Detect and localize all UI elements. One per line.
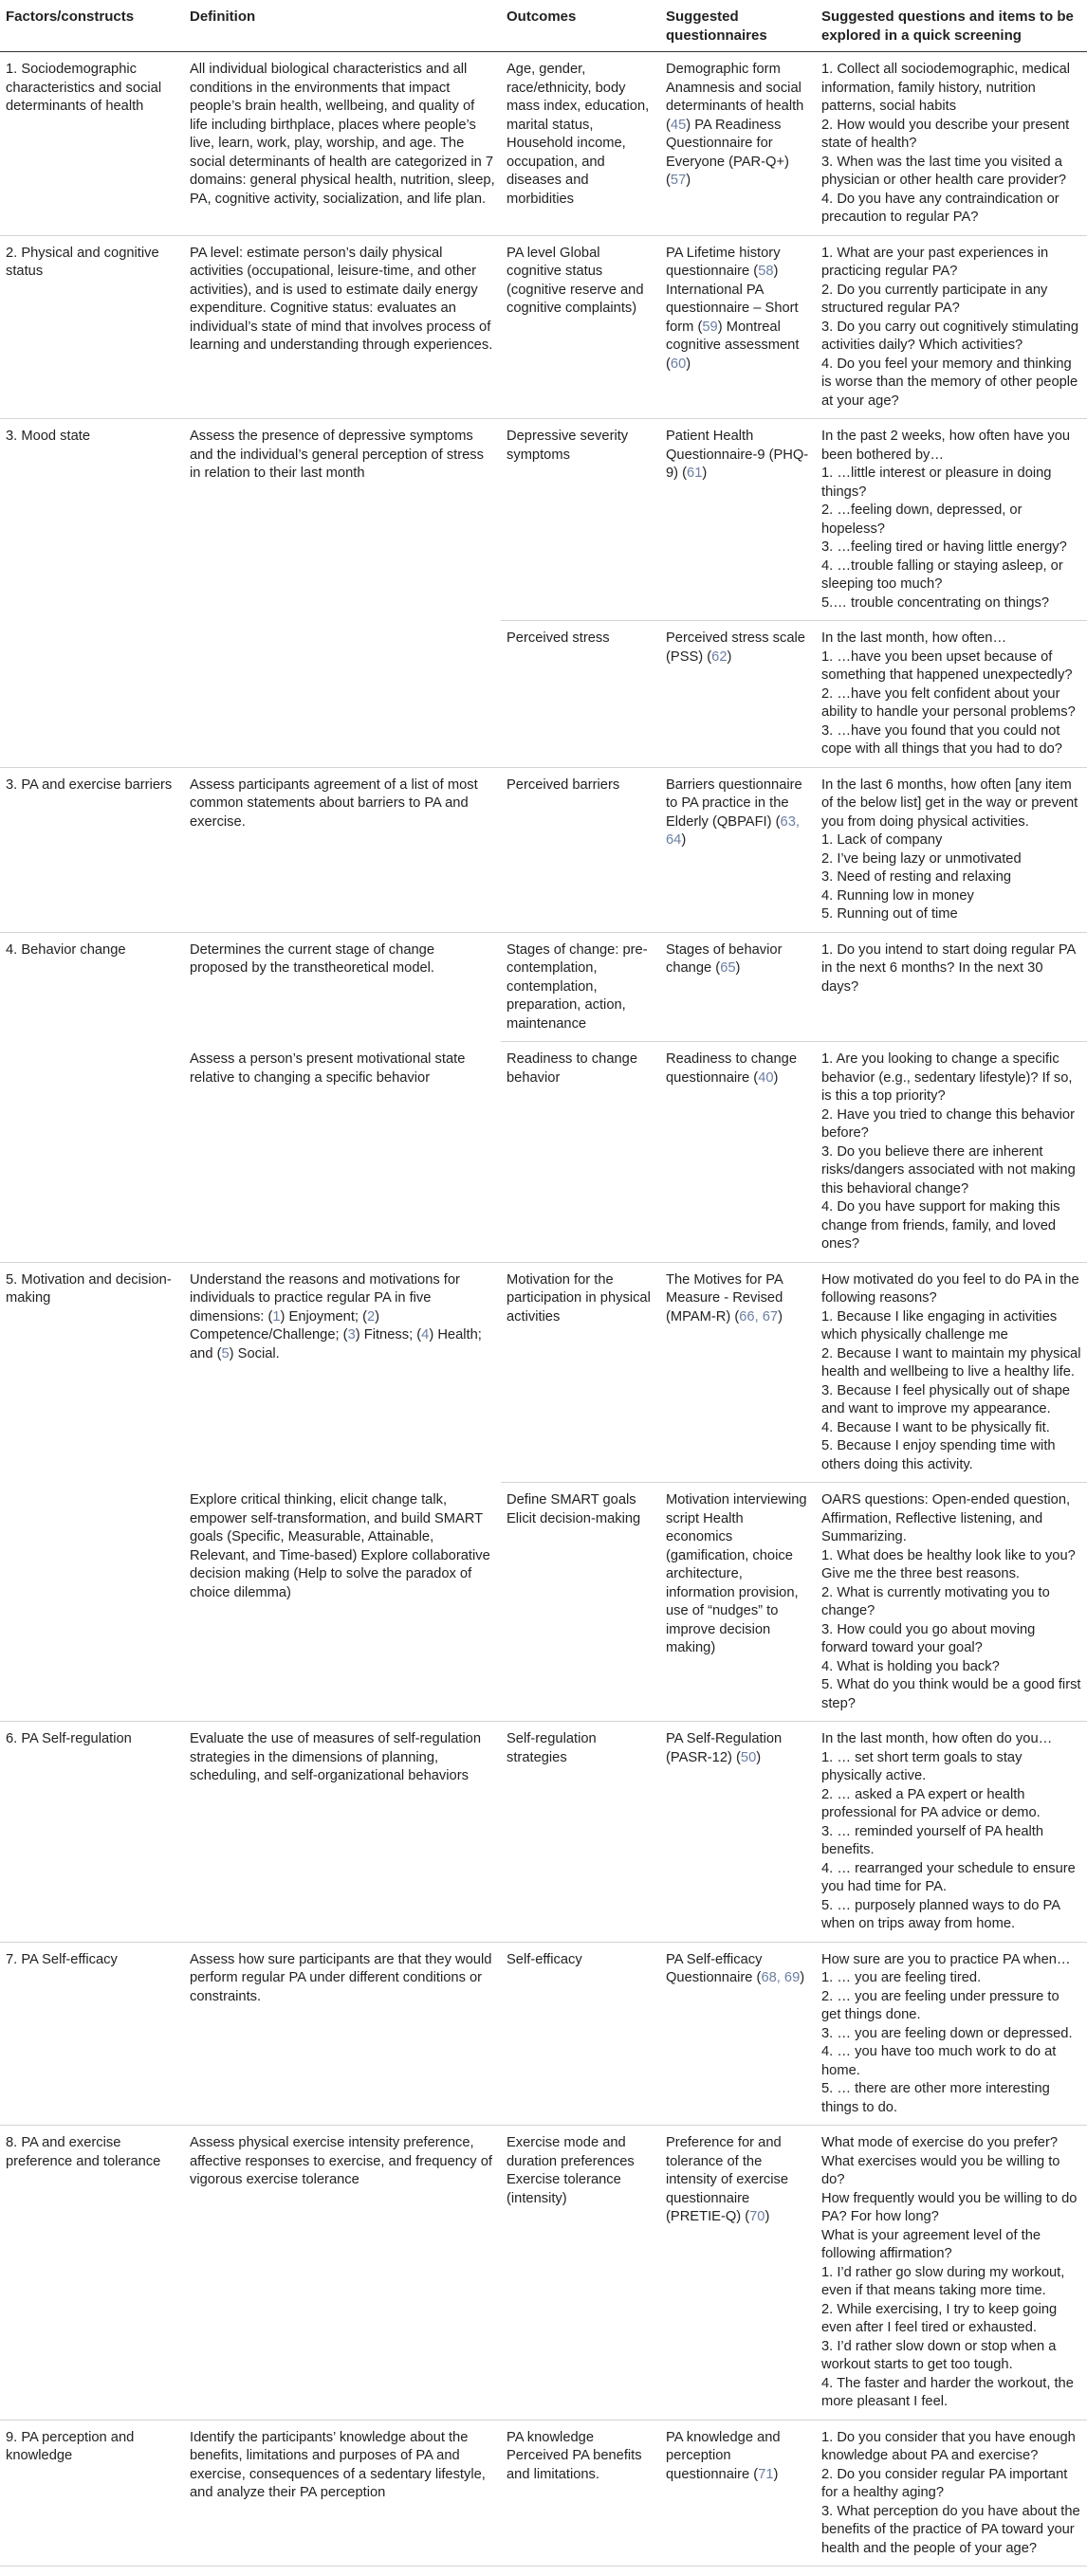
citation-ref[interactable]: 1	[272, 1308, 281, 1325]
citation-ref[interactable]: 3	[347, 1327, 356, 1343]
header-questions: Suggested questions and items to be explored in a quick screening	[816, 0, 1087, 52]
citation-ref[interactable]: 70	[749, 2209, 765, 2224]
table-row	[0, 1942, 1087, 2126]
cell-factor	[0, 1042, 184, 1263]
question-line: 4. Do you feel your memory and thinking is worse than the memory of other people at your age?	[821, 356, 1078, 409]
table-row	[0, 52, 1087, 236]
cell-factor	[0, 1483, 184, 1722]
citation-ref[interactable]: 66, 67	[739, 1308, 779, 1325]
question-line: 5. … there are other more interesting things to do.	[821, 2081, 1050, 2115]
question-line: 3. When was the last time you visited a physician or other health care provider?	[821, 154, 1066, 188]
question-line: 3. …have you found that you could not cope with all things that you had to do?	[821, 722, 1062, 757]
question-line: In the last month, how often do you…	[821, 1731, 1053, 1746]
cell-factor: 8. PA and exercise preference and tolerance	[0, 2126, 184, 2421]
cell-questionnaires: Patient Health Questionnaire-9 (PHQ-9) (61)	[660, 419, 816, 621]
table-row	[0, 1262, 1087, 1483]
cell-questionnaires: Preference for and tolerance of the intensity of exercise questionnaire (PRETIE-Q) (70)	[660, 2126, 816, 2421]
question-line: 3. How could you go about moving forward toward your goal?	[821, 1621, 1036, 1655]
question-line: How sure are you to practice PA when…	[821, 1951, 1071, 1967]
citation-ref[interactable]: 50	[740, 1749, 757, 1765]
question-line: 3. Do you believe there are inherent risks/dangers associated with not making this behavioral change?	[821, 1143, 1076, 1197]
cell-questions	[816, 235, 1087, 419]
question-line: 1. …have you been upset because of something that happened unexpectedly?	[821, 649, 1073, 683]
citation-ref[interactable]: 2	[366, 1308, 376, 1325]
cell-definition: Determines the current stage of change proposed by the transtheoretical model.	[190, 941, 434, 976]
cell-definition: PA level: estimate person’s daily physical activities (occupational, leisure-time, and other activities), and is used to estimate daily energy expenditure. Cognitive status: evaluates an individual’s state of mind that involves process of learning and understanding through experiences.	[184, 235, 501, 419]
citation-ref[interactable]: 4	[421, 1327, 430, 1343]
cell-outcomes: Self-regulation strategies	[501, 1722, 660, 1943]
cell-factor: 7. PA Self-efficacy	[0, 1942, 184, 2126]
question-line: 5. What do you think would be a good first step?	[821, 1677, 1081, 1711]
cell-questionnaires: Motivation interviewing script Health economics (gamification, choice architecture, information provision, use of “nudges” to improve decision making)	[660, 1483, 816, 1722]
cell-factor: 5. Motivation and decision-making	[6, 1271, 172, 1306]
table-row	[0, 1483, 1087, 1722]
table-body	[0, 52, 1087, 2567]
cell-questions	[816, 1942, 1087, 2126]
cell-questionnaires: Demographic form Anamnesis and social determinants of health (45) PA Readiness Questionnaire for Everyone (PAR-Q+) (57)	[660, 52, 816, 236]
cell-questions	[816, 621, 1087, 768]
question-line: In the past 2 weeks, how often have you been bothered by…	[821, 429, 1071, 463]
question-line: 3. What perception do you have about the benefits of the practice of PA toward your health and the people of your age?	[821, 2503, 1080, 2556]
citation-ref[interactable]: 40	[758, 1069, 774, 1086]
cell-factor: 6. PA Self-regulation	[0, 1722, 184, 1943]
table-row	[0, 1722, 1087, 1943]
cell-questions	[816, 1262, 1087, 1483]
question-line: 5.… trouble concentrating on things?	[821, 594, 1050, 611]
question-line: 2. I’ve being lazy or unmotivated	[821, 850, 1022, 867]
cell-outcomes: Readiness to change behavior	[501, 1042, 660, 1263]
question-line: 4. Because I want to be physically fit.	[821, 1419, 1050, 1435]
question-line: How motivated do you feel to do PA in the following reasons?	[821, 1271, 1079, 1306]
question-line: 4. The faster and harder the workout, the more pleasant I feel.	[821, 2375, 1074, 2409]
cell-questions	[816, 1483, 1087, 1722]
citation-ref[interactable]: 60	[670, 356, 687, 372]
cell-questions	[816, 932, 1087, 1042]
question-line: 1. … you are feeling tired.	[821, 1970, 982, 1985]
question-line: 2. How would you describe your present state of health?	[821, 117, 1070, 151]
question-line: 2. … asked a PA expert or health professional for PA advice or demo.	[821, 1786, 1041, 1820]
question-line: 3. Because I feel physically out of shape and want to improve my appearance.	[821, 1382, 1071, 1416]
cell-questions	[816, 2126, 1087, 2421]
table-header-row	[0, 0, 1087, 52]
cell-outcomes: Define SMART goals Elicit decision-making	[501, 1483, 660, 1722]
question-line: 2. While exercising, I try to keep going even after I feel tired or exhausted.	[821, 2301, 1058, 2335]
question-line: 1. What are your past experiences in practicing regular PA?	[821, 245, 1049, 279]
cell-factor: 1. Sociodemographic characteristics and social determinants of health	[0, 52, 184, 236]
citation-ref[interactable]: 68, 69	[761, 1970, 801, 1985]
question-line: 2. Have you tried to change this behavior before?	[821, 1106, 1075, 1141]
table-row	[0, 2126, 1087, 2421]
cell-questionnaires: PA Self-efficacy Questionnaire (68, 69)	[660, 1942, 816, 2126]
question-line: 2. What is currently motivating you to change?	[821, 1584, 1050, 1618]
question-line: In the last 6 months, how often [any item of the below list] get in the way or prevent you from doing physical activities.	[821, 776, 1078, 830]
question-line: 4. Do you have any contraindication or precaution to regular PA?	[821, 191, 1059, 225]
question-line: 3. …feeling tired or having little energy?	[821, 539, 1067, 555]
question-line: 1. What does be healthy look like to you? Give me the three best reasons.	[821, 1547, 1076, 1581]
question-line: What mode of exercise do you prefer?	[821, 2135, 1058, 2150]
cell-outcomes: Exercise mode and duration preferences Exercise tolerance (intensity)	[501, 2126, 660, 2421]
header-questionnaires: Suggested questionnaires	[660, 0, 816, 52]
question-line: 4. Running low in money	[821, 887, 974, 904]
question-line: 2. …have you felt confident about your ability to handle your personal problems?	[821, 685, 1076, 720]
question-line: 5. … purposely planned ways to do PA when on trips away from home.	[821, 1897, 1060, 1931]
cell-questionnaires: Perceived stress scale (PSS) (62)	[660, 621, 816, 768]
cell-questions	[816, 1042, 1087, 1263]
question-line: 3. … you are feeling down or depressed.	[821, 2025, 1073, 2041]
citation-ref[interactable]: 45	[670, 117, 687, 133]
table-row	[0, 419, 1087, 621]
citation-ref[interactable]: 58	[758, 264, 774, 279]
cell-factor: 2. Physical and cognitive status	[0, 235, 184, 419]
cell-definition: Assess a person’s present motivational state relative to changing a specific behavior	[184, 1042, 501, 1263]
cell-factor: 3. PA and exercise barriers	[0, 767, 184, 932]
question-line: 1. Collect all sociodemographic, medical information, family history, nutrition patterns, social habits	[821, 62, 1071, 114]
cell-questions	[816, 52, 1087, 236]
citation-ref[interactable]: 71	[758, 2466, 774, 2482]
cell-outcomes: Motivation for the participation in physical activities	[501, 1262, 660, 1483]
cell-definition: Assess physical exercise intensity preference, affective responses to exercise, and frequency of vigorous exercise tolerance	[184, 2126, 501, 2421]
table-row	[0, 1042, 1087, 1263]
citation-ref[interactable]: 61	[687, 466, 703, 481]
cell-outcomes: Perceived stress	[501, 621, 660, 768]
table-row	[0, 767, 1087, 932]
cell-factor: 4. Behavior change	[6, 941, 126, 958]
table-row	[0, 2420, 1087, 2567]
citation-ref[interactable]: 59	[702, 319, 718, 335]
header-factor: Factors/constructs	[0, 0, 184, 52]
cell-outcomes: Age, gender, race/ethnicity, body mass index, education, marital status, Household income, occupation, and diseases and morbidities	[501, 52, 660, 236]
cell-outcomes: Perceived barriers	[501, 767, 660, 932]
question-line: 5. Because I enjoy spending time with others doing this activity.	[821, 1438, 1056, 1472]
question-line: 1. Are you looking to change a specific behavior (e.g., sedentary lifestyle)? If so, is this a top priority?	[821, 1051, 1073, 1104]
question-line: 1. I’d rather go slow during my workout, even if that means taking more time.	[821, 2264, 1065, 2298]
question-line: 3. … reminded yourself of PA health benefits.	[821, 1823, 1044, 1857]
question-line: 2. Do you currently participate in any structured regular PA?	[821, 282, 1048, 316]
question-line: 1. …little interest or pleasure in doing things?	[821, 466, 1052, 500]
cell-outcomes: Self-efficacy	[501, 1942, 660, 2126]
cell-definition: Identify the participants’ knowledge about the benefits, limitations and purposes of PA and exercise, consequences of a sedentary lifestyle, and analyze their PA perception	[184, 2420, 501, 2567]
header-outcomes: Outcomes	[501, 0, 660, 52]
question-line: How frequently would you be willing to do PA? For how long?	[821, 2190, 1078, 2224]
cell-definition: Assess the presence of depressive symptoms and the individual’s general perception of stress in relation to their last month	[190, 429, 484, 481]
question-line: 1. Because I like engaging in activities which physically challenge me	[821, 1308, 1058, 1343]
cell-questionnaires: PA knowledge and perception questionnaire (71)	[660, 2420, 816, 2567]
question-line: 2. Do you consider regular PA important for a healthy aging?	[821, 2466, 1068, 2500]
citation-ref[interactable]: 63, 64	[666, 813, 800, 848]
cell-definition: Understand the reasons and motivations for individuals to practice regular PA in five dimensions: (1) Enjoyment; (2) Competence/Challenge; (3) Fitness; (4) Health; and (5) Social.	[190, 1271, 482, 1361]
question-line: 3. I’d rather slow down or stop when a workout starts to get too tough.	[821, 2338, 1057, 2372]
citation-ref[interactable]: 5	[221, 1345, 230, 1361]
cell-questions	[816, 419, 1087, 621]
cell-questionnaires: Barriers questionnaire to PA practice in the Elderly (QBPAFI) (63, 64)	[660, 767, 816, 932]
cell-definition: Assess how sure participants are that they would perform regular PA under different conditions or constraints.	[184, 1942, 501, 2126]
question-line: 2. … you are feeling under pressure to get things done.	[821, 1988, 1059, 2022]
cell-definition: Assess participants agreement of a list of most common statements about barriers to PA and exercise.	[184, 767, 501, 932]
cell-outcomes: Stages of change: pre-contemplation, contemplation, preparation, action, maintenance	[501, 932, 660, 1042]
cell-questions	[816, 2420, 1087, 2567]
question-line: OARS questions: Open-ended question, Affirmation, Reflective listening, and Summarizing.	[821, 1492, 1071, 1544]
cell-questionnaires: Stages of behavior change (65)	[660, 932, 816, 1042]
cell-factor: 9. PA perception and knowledge	[0, 2420, 184, 2567]
question-line: In the last month, how often…	[821, 630, 1007, 646]
cell-outcomes: PA level Global cognitive status (cognitive reserve and cognitive complaints)	[501, 235, 660, 419]
cell-outcomes: PA knowledge Perceived PA benefits and limitations.	[501, 2420, 660, 2567]
question-line: 1. … set short term goals to stay physically active.	[821, 1749, 1023, 1783]
question-line: 4. What is holding you back?	[821, 1658, 1000, 1674]
question-line: 1. Lack of company	[821, 832, 943, 848]
table-row	[0, 235, 1087, 419]
question-line: What exercises would you be willing to do?	[821, 2153, 1060, 2187]
cell-questions	[816, 1722, 1087, 1943]
cell-definition: All individual biological characteristics and all conditions in the environments that impact people’s brain health, wellbeing, and quality of life including birthplace, places where people’s live, learn, work, play, worship, and age. The social determinants of health are categorized in 7 domains: general physical health, nutrition, sleep, PA, cognitive activity, socialization, and life plan.	[184, 52, 501, 236]
question-line: 5. Running out of time	[821, 906, 958, 922]
question-line: 1. Do you intend to start doing regular PA in the next 6 months? In the next 30 days?	[821, 941, 1076, 995]
question-line: 1. Do you consider that you have enough knowledge about PA and exercise?	[821, 2429, 1076, 2463]
cell-questionnaires: The Motives for PA Measure - Revised (MPAM-R) (66, 67)	[660, 1262, 816, 1483]
citation-ref[interactable]: 65	[720, 960, 736, 976]
question-line: 4. … rearranged your schedule to ensure you had time for PA.	[821, 1860, 1076, 1894]
question-line: 3. Need of resting and relaxing	[821, 869, 1012, 885]
question-line: 2. Because I want to maintain my physical health and wellbeing to live a healthy life.	[821, 1345, 1081, 1379]
question-line: 4. … you have too much work to do at home.	[821, 2044, 1057, 2078]
cell-questionnaires: PA Lifetime history questionnaire (58) International PA questionnaire – Short form (59) Montreal cognitive assessment (60)	[660, 235, 816, 419]
cell-questionnaires: PA Self-Regulation (PASR-12) (50)	[660, 1722, 816, 1943]
question-line: 4. Do you have support for making this change from friends, family, and loved ones?	[821, 1199, 1060, 1251]
header-definition: Definition	[184, 0, 501, 52]
cell-factor: 3. Mood state	[6, 429, 90, 444]
citation-ref[interactable]: 62	[711, 649, 728, 665]
cell-outcomes: Depressive severity symptoms	[501, 419, 660, 621]
cell-questions	[816, 767, 1087, 932]
question-line: 3. Do you carry out cognitively stimulating activities daily? Which activities?	[821, 319, 1079, 353]
table-row	[0, 932, 1087, 1042]
table-row	[0, 621, 1087, 768]
question-line: 4. …trouble falling or staying asleep, or sleeping too much?	[821, 557, 1063, 592]
cell-definition	[184, 621, 501, 768]
cell-questionnaires: Readiness to change questionnaire (40)	[660, 1042, 816, 1263]
question-line: What is your agreement level of the following affirmation?	[821, 2227, 1041, 2261]
citation-ref[interactable]: 57	[670, 173, 687, 188]
cell-definition: Explore critical thinking, elicit change talk, empower self-transformation, and build SMART goals (Specific, Measurable, Attainable, Relevant, and Time-based) Explore collaborative decision making (Help to solve the paradox of choice dilemma)	[184, 1483, 501, 1722]
cell-definition: Evaluate the use of measures of self-regulation strategies in the dimensions of planning, scheduling, and self-organizational behaviors	[184, 1722, 501, 1943]
cell-factor	[0, 621, 184, 768]
question-line: 2. …feeling down, depressed, or hopeless?	[821, 502, 1023, 537]
